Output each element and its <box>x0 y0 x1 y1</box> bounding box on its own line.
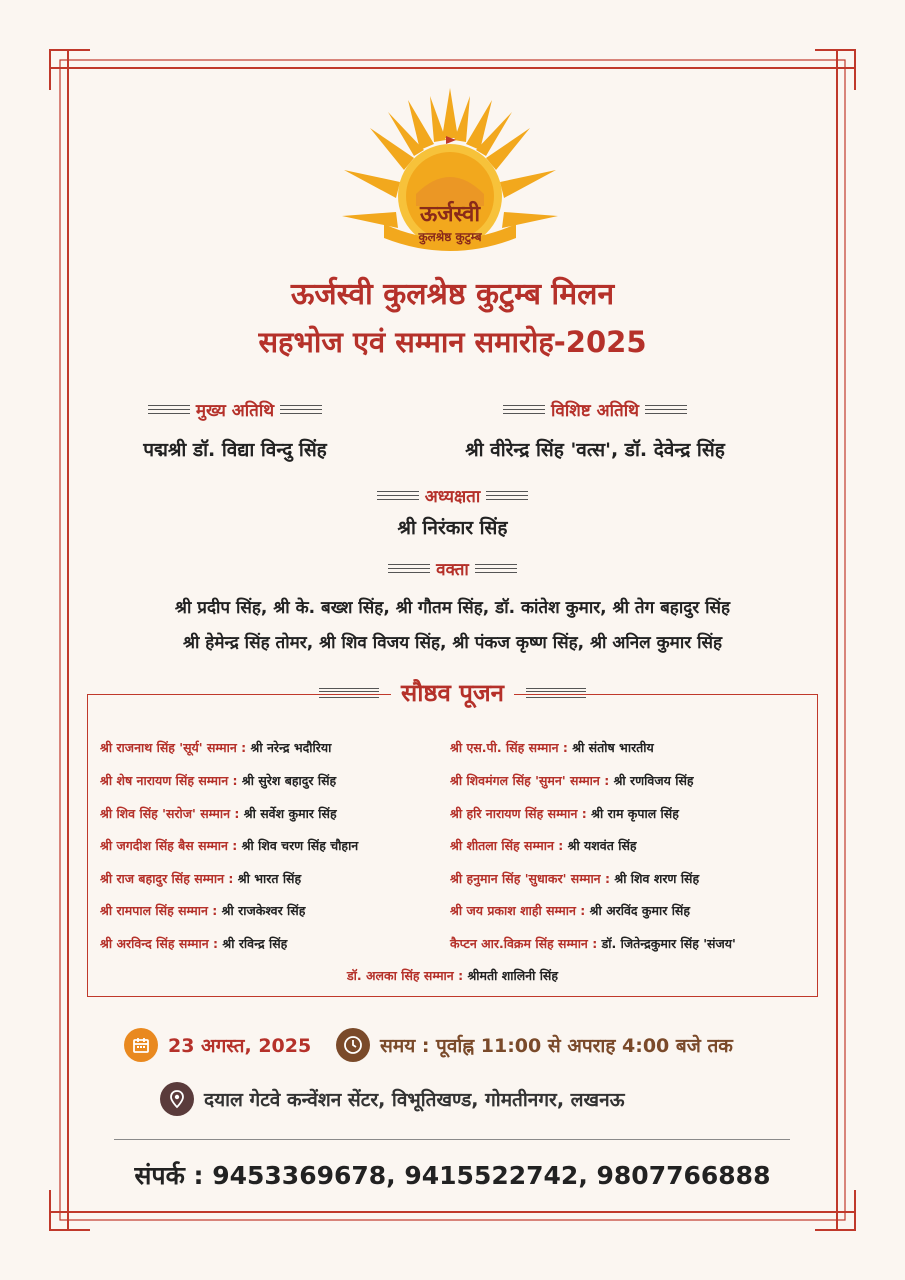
award-item: श्री शीतला सिंह सम्मान : श्री यशवंत सिंह <box>450 838 637 853</box>
event-time-row <box>336 1028 733 1062</box>
location-pin-icon <box>160 1082 194 1116</box>
award-item: श्री राज बहादुर सिंह सम्मान : श्री भारत सिंह <box>100 871 302 886</box>
award-item: कैप्टन आर.विक्रम सिंह सम्मान : डॉ. जितेन्द्रकुमार सिंह 'संजय' <box>450 936 736 951</box>
presidency-heading <box>0 484 905 507</box>
award-item: श्री शिव सिंह 'सरोज' सम्मान : श्री सर्वेश कुमार सिंह <box>100 806 337 821</box>
chief-guest-heading <box>110 398 360 421</box>
presidency-label: अध्यक्षता <box>424 487 481 507</box>
speakers-heading <box>0 557 905 580</box>
event-time: समय : पूर्वाह्न 11:00 से अपराह 4:00 बजे तक <box>380 1035 733 1057</box>
award-item: श्री जय प्रकाश शाही सम्मान : श्री अरविंद कुमार सिंह <box>450 903 691 918</box>
award-item: श्री हरि नारायण सिंह सम्मान : श्री राम कृपाल सिंह <box>450 806 679 821</box>
special-guest-names: श्री वीरेन्द्र सिंह 'वत्स', डॉ. देवेन्द्र सिंह <box>465 439 725 461</box>
award-item: श्री जगदीश सिंह बैस सम्मान : श्री शिव चरण सिंह चौहान <box>100 838 359 853</box>
event-venue-row <box>160 1082 625 1116</box>
award-item: श्री शिवमंगल सिंह 'सुमन' सम्मान : श्री रणविजय सिंह <box>450 773 694 788</box>
awards-heading <box>0 676 905 709</box>
event-date: 23 अगस्त, 2025 <box>168 1035 312 1057</box>
event-date-row <box>124 1028 311 1062</box>
contact-numbers: संपर्क : 9453369678, 9415522742, 9807766888 <box>134 1161 771 1190</box>
award-item: श्री रामपाल सिंह सम्मान : श्री राजकेश्वर सिंह <box>100 903 306 918</box>
special-guest-heading <box>470 398 720 421</box>
calendar-icon <box>124 1028 158 1062</box>
speakers-label: वक्ता <box>436 560 469 580</box>
event-venue: दयाल गेटवे कन्वेंशन सेंटर, विभूतिखण्ड, गोमतीनगर, लखनऊ <box>204 1089 625 1111</box>
award-item: श्री हनुमान सिंह 'सुधाकर' सम्मान : श्री शिव शरण सिंह <box>450 871 700 886</box>
chief-guest-label: मुख्य अतिथि <box>195 401 275 421</box>
special-guest-label: विशिष्ट अतिथि <box>550 401 639 421</box>
logo-tagline-text: कुलश्रेष्ठ कुटुम्ब <box>418 230 482 244</box>
award-item: श्री एस.पी. सिंह सम्मान : श्री संतोष भारतीय <box>450 740 654 755</box>
logo-brand-text: ऊर्जस्वी <box>419 202 481 227</box>
award-item-center: डॉ. अलका सिंह सम्मान : श्रीमती शालिनी सिंह <box>346 968 559 983</box>
speakers-line2: श्री हेमेन्द्र सिंह तोमर, श्री शिव विजय सिंह, श्री पंकज कृष्ण सिंह, श्री अनिल कुमार सिंह <box>182 633 723 653</box>
award-item: श्री शेष नारायण सिंह सम्मान : श्री सुरेश बहादुर सिंह <box>100 773 337 788</box>
event-title-line1: ऊर्जस्वी कुलश्रेष्ठ कुटुम्ब मिलन <box>290 277 615 312</box>
speakers-line1: श्री प्रदीप सिंह, श्री के. बख्श सिंह, श्री गौतम सिंह, डॉ. कांतेश कुमार, श्री तेग बहादुर सिंह <box>174 598 731 618</box>
presidency-name: श्री निरंकार सिंह <box>397 517 508 539</box>
logo <box>330 78 570 258</box>
clock-icon <box>336 1028 370 1062</box>
award-item: श्री राजनाथ सिंह 'सूर्य' सम्मान : श्री नरेन्द्र भदौरिया <box>100 740 332 755</box>
chief-guest-name: पद्मश्री डॉ. विद्या विन्दु सिंह <box>143 439 327 461</box>
awards-heading-label: सौष्ठव पूजन <box>391 676 514 709</box>
divider <box>114 1139 790 1140</box>
award-item: श्री अरविन्द सिंह सम्मान : श्री रविन्द्र सिंह <box>100 936 288 951</box>
event-title-line2: सहभोज एवं सम्मान समारोह-2025 <box>258 325 647 359</box>
